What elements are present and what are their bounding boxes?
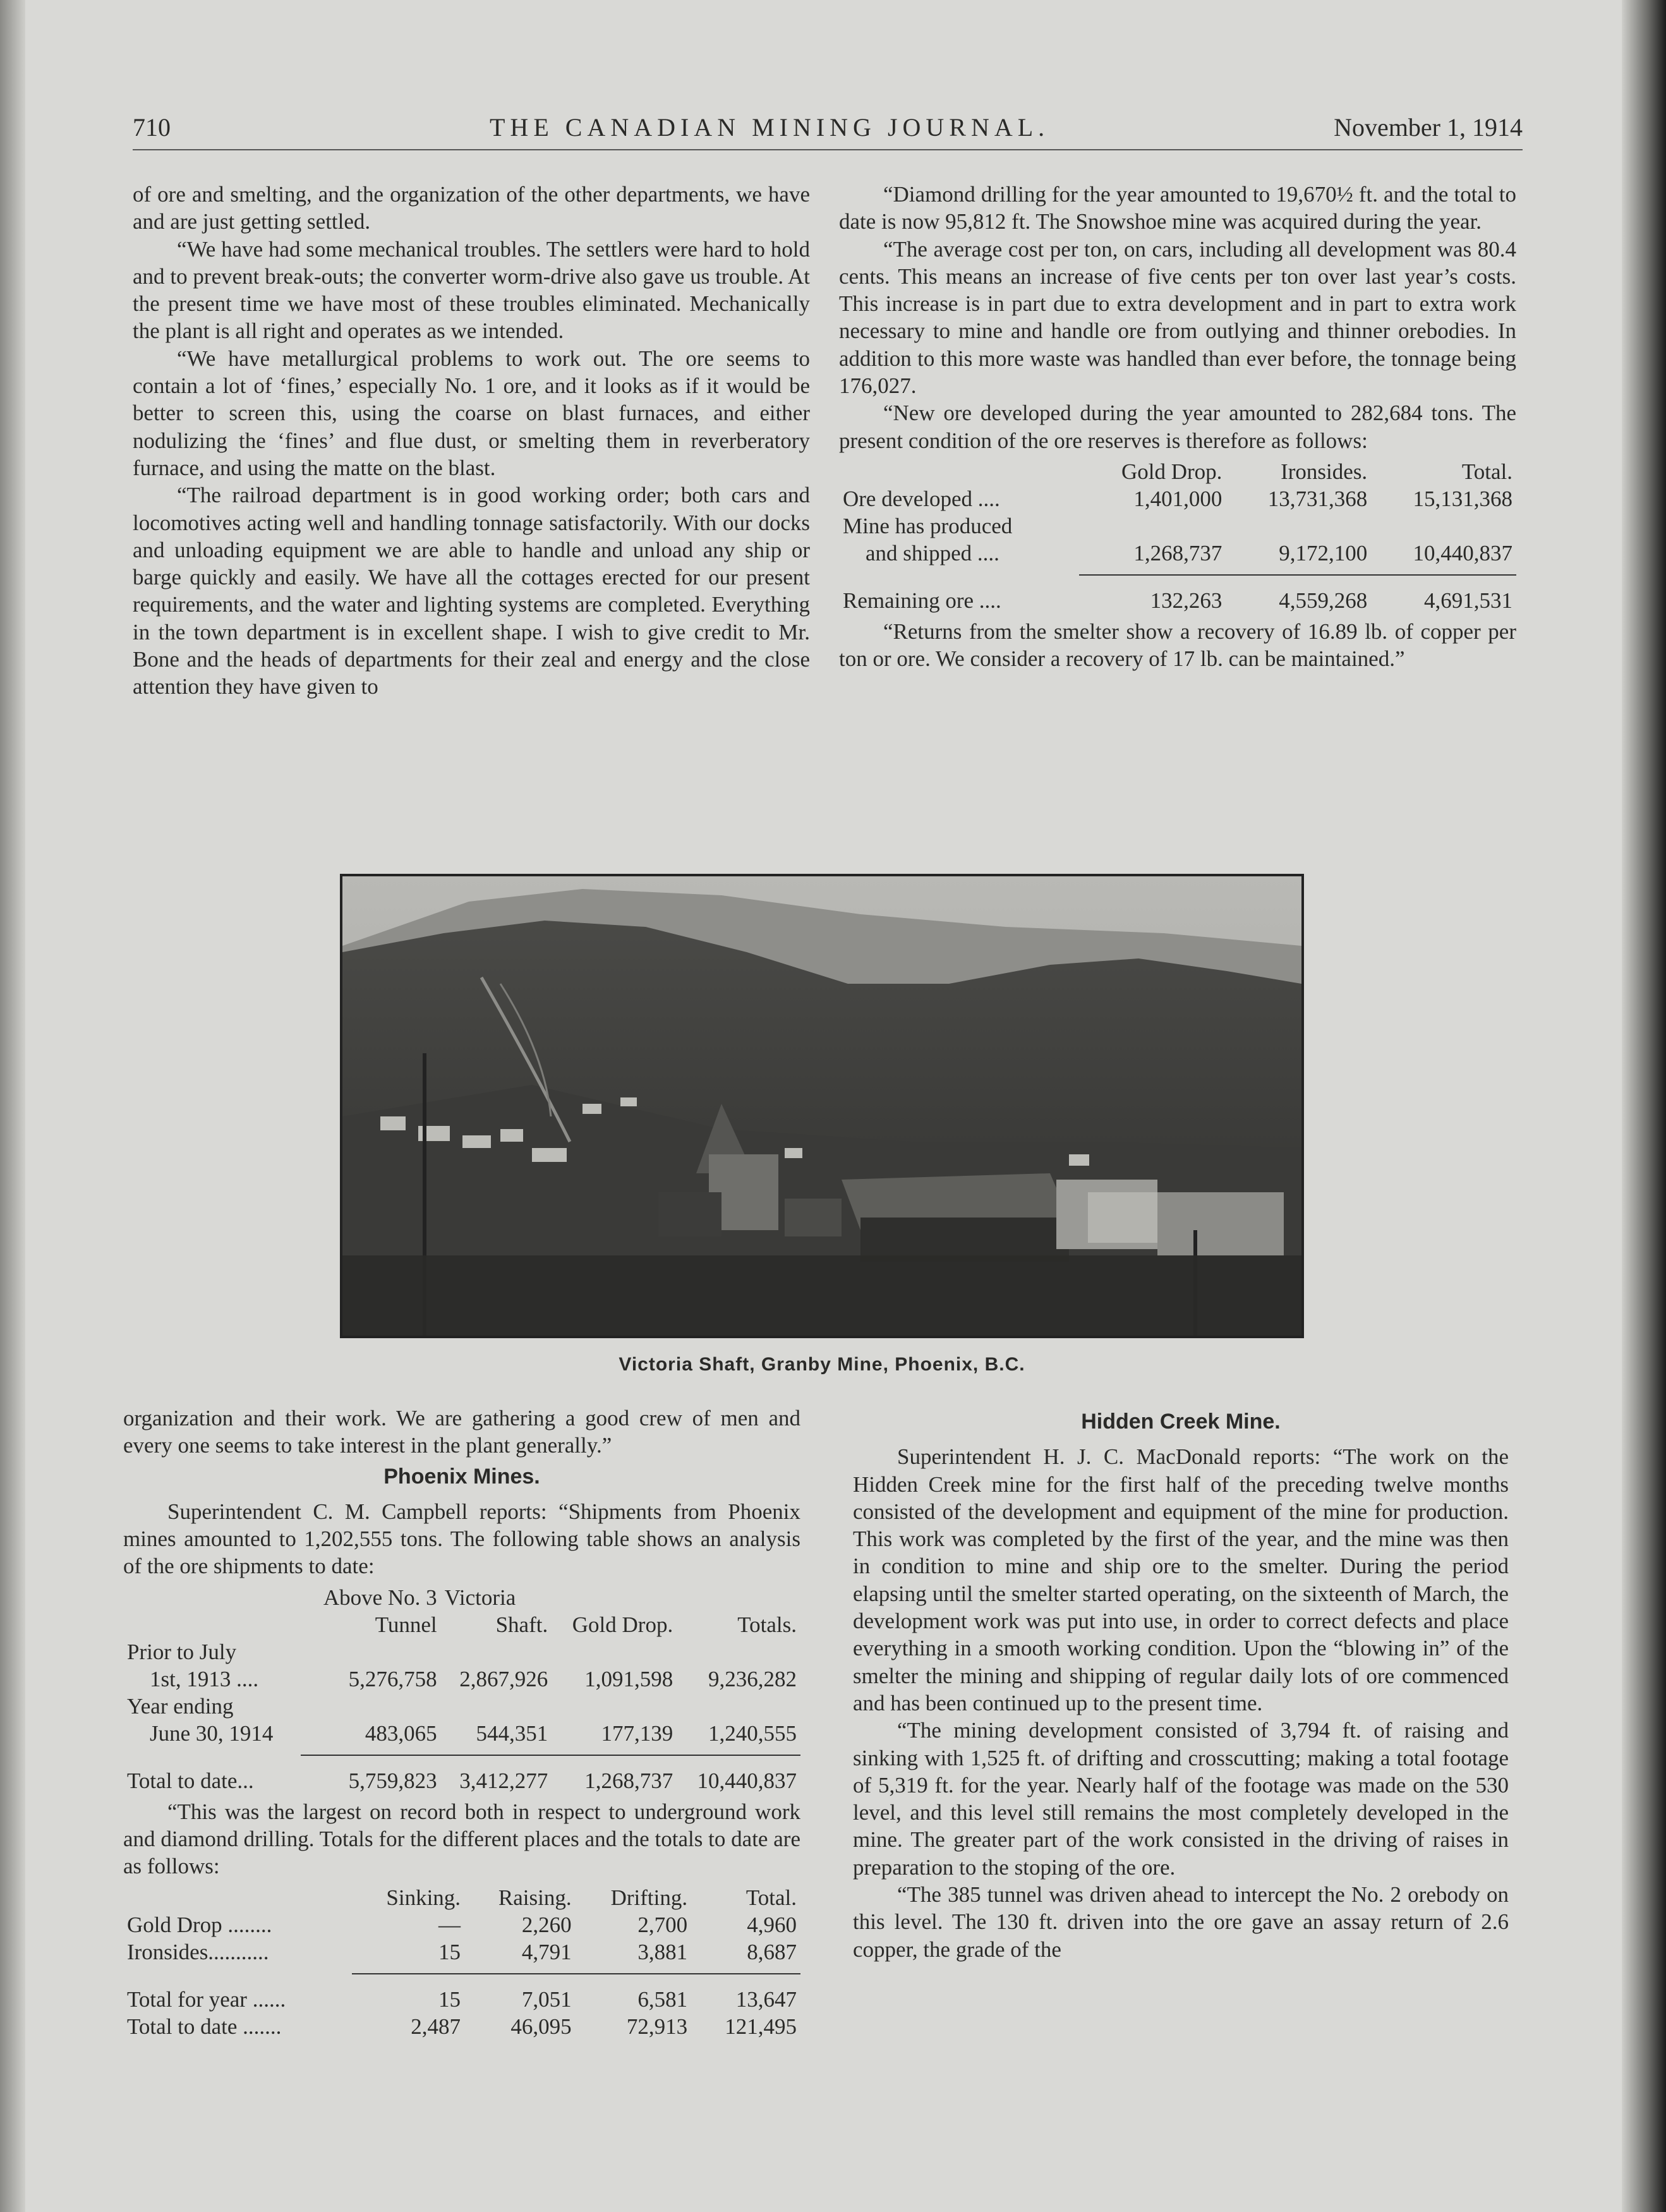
paragraph: “We have had some mechanical troubles. The settlers were hard to hold and to prevent break-outs; the converter worm-drive also gave us trouble. At the present time we have most of these troubles eliminated. Mechanically the plant is all right and operates as we intended. <box>133 236 810 344</box>
table-header: Drifting. <box>610 1885 688 1910</box>
column-top-left <box>133 181 810 701</box>
photo-illustration <box>342 876 1301 1336</box>
section-heading-phoenix-mines: Phoenix Mines. <box>383 1464 540 1489</box>
table-header: Sinking. <box>386 1885 461 1910</box>
column-bottom-left <box>123 1405 800 2044</box>
paragraph: “The railroad department is in good working order; both cars and locomotives acting well and handling tonnage satisfactorily. With our docks and unloading equipment we are able to handle and unload any ship or barge quickly and easily. We have all the cottages erected for our present requirements, and the water and lighting systems are completed. Everything in the town department is in excellent shape. I wish to give credit to Mr. Bone and the heads of departments for their zeal and energy and the close attention they have given to <box>133 483 810 699</box>
table-row: Total for year ...... 15 7,051 6,581 13,647 <box>127 1986 797 2012</box>
paragraph: “The mining development consisted of 3,794 ft. of raising and sinking with 1,525 ft. of drifting and crosscutting; making a total footage of 5,319 ft. for the year. Nearly half of the footage was made on the 530 level, and this level still remains the most completely developed in the mine. The greater part of the work consisted in the driving of raises in preparation to the stoping of the ore. <box>853 1718 1509 1880</box>
page-number: 710 <box>133 113 171 142</box>
table-row: Prior to July <box>127 1639 237 1664</box>
table-header: Gold Drop. <box>572 1612 673 1637</box>
paragraph: “The average cost per ton, on cars, including all development was 80.4 cents. This means an increase of five cents per ton over last year’s costs. This increase is in part due to extra development and in part to extra work necessary to mine and handle ore from outlying and thinner orebodies. In addition to this more waste was handled than ever before, the tonnage being 176,027. <box>839 236 1516 399</box>
paragraph: Superintendent H. J. C. MacDonald reports: “The work on the Hidden Creek mine for the first half of the preceding twelve months consisted of the development and equipment of the mine for production. This work was completed by the first of the year, and the mine was then in condition to mine and ship ore to the smelter. During the period elapsing until the smelter started operating, on the sixteenth of March, the development work was put into use, in order to correct defects and place everything in a smooth working condition. Upon the “blowing in” of the smelter the mining and shipping of regular daily lots of ore commenced and has been continued up to the present time. <box>853 1444 1509 1715</box>
paragraph: Superintendent C. M. Campbell reports: “Shipments from Phoenix mines amounted to 1,202,555 tons. The following table shows an analysis of the ore shipments to date: <box>123 1499 800 1579</box>
shipments-table: Above No. 3 Victoria Tunnel Shaft. Gold Drop. Totals. Prior to July 1st, 1913 .... 5,276,758 2,867,926 1,091,598 9,236,282 Year ending June 30, 1914 483,065 544,351 177,139 1,240,555 Total to date... 5,759,823 3,412,277 1,268,737 10,440,837 <box>123 1584 800 1794</box>
table-header: Raising. <box>498 1885 572 1910</box>
paragraph: “Returns from the smelter show a recovery of 16.89 lb. of copper per ton or ore. We consider a recovery of 17 lb. can be maintained.” <box>839 619 1516 672</box>
table-row: Ironsides........... 15 4,791 3,881 8,687 <box>127 1939 797 1964</box>
paragraph: “New ore developed during the year amounted to 282,684 tons. The present condition of the ore reserves is therefore as follows: <box>839 401 1516 453</box>
paragraph: “Diamond drilling for the year amounted to 19,670½ ft. and the total to date is now 95,812 ft. The Snowshoe mine was acquired during the year. <box>839 182 1516 234</box>
paragraph: “The 385 tunnel was driven ahead to intercept the No. 2 orebody on this level. The 130 ft. driven into the ore gave an assay return of 2.6 copper, the grade of the <box>853 1882 1509 1962</box>
section-heading-hidden-creek-mine: Hidden Creek Mine. <box>1081 1410 1281 1434</box>
table-header: Total. <box>1461 459 1512 484</box>
table-row: Total to date ....... 2,487 46,095 72,913 121,495 <box>127 2014 797 2039</box>
table-header: Ironsides. <box>1281 459 1368 484</box>
table-row: Gold Drop ........ — 2,260 2,700 4,960 <box>127 1912 797 1937</box>
table-row: Year ending <box>127 1693 234 1719</box>
page-gutter-right <box>1622 0 1666 2212</box>
ore-reserves-table <box>839 458 1516 614</box>
table-row: 1st, 1913 .... 5,276,758 2,867,926 1,091,598 9,236,282 <box>150 1666 797 1691</box>
table-header: Totals. <box>737 1612 797 1637</box>
column-bottom-right <box>853 1405 1509 1963</box>
paragraph: “This was the largest on record both in respect to underground work and diamond drilling. Totals for the different places and the totals to date are as follows: <box>123 1799 800 1879</box>
table-header: Gold Drop. <box>1121 459 1222 484</box>
table-row: Total to date... 5,759,823 3,412,277 1,268,737 10,440,837 <box>127 1768 797 1793</box>
table-header: Shaft. <box>495 1612 548 1637</box>
column-top-right <box>839 181 1516 673</box>
table-row: Ore developed .... 1,401,000 13,731,368 15,131,368 <box>843 486 1512 511</box>
table-row: Mine has produced <box>843 513 1013 538</box>
photo-caption: Victoria Shaft, Granby Mine, Phoenix, B.C. <box>619 1354 1025 1375</box>
underground-work-table <box>123 1884 800 2040</box>
paragraph: “We have metallurgical problems to work out. The ore seems to contain a lot of ‘fines,’ especially No. 1 ore, and it looks as if it would be better to screen this, using the coarse on blast furnaces, and either nodulizing the ‘fines’ and flue dust, or smelting them in reverberatory furnace, and using the matte on the blast. <box>133 346 810 480</box>
table-row: and shipped .... 1,268,737 9,172,100 10,440,837 <box>866 540 1512 565</box>
journal-title: THE CANADIAN MINING JOURNAL. <box>490 113 1050 142</box>
mine-photograph <box>340 874 1304 1338</box>
table-row: June 30, 1914 483,065 544,351 177,139 1,240,555 <box>150 1720 797 1746</box>
table-row: Remaining ore .... 132,263 4,559,268 4,691,531 <box>843 588 1512 613</box>
paragraph: organization and their work. We are gathering a good crew of men and every one seems to take interest in the plant generally.” <box>123 1406 800 1458</box>
header-rule <box>133 149 1523 150</box>
paragraph: of ore and smelting, and the organization of the other departments, we have and are just getting settled. <box>133 182 810 234</box>
table-header: Tunnel <box>375 1612 437 1637</box>
table-header: Total. <box>745 1885 797 1910</box>
issue-date: November 1, 1914 <box>1334 113 1523 142</box>
page-gutter-left <box>0 0 25 2212</box>
running-header <box>133 112 1523 152</box>
